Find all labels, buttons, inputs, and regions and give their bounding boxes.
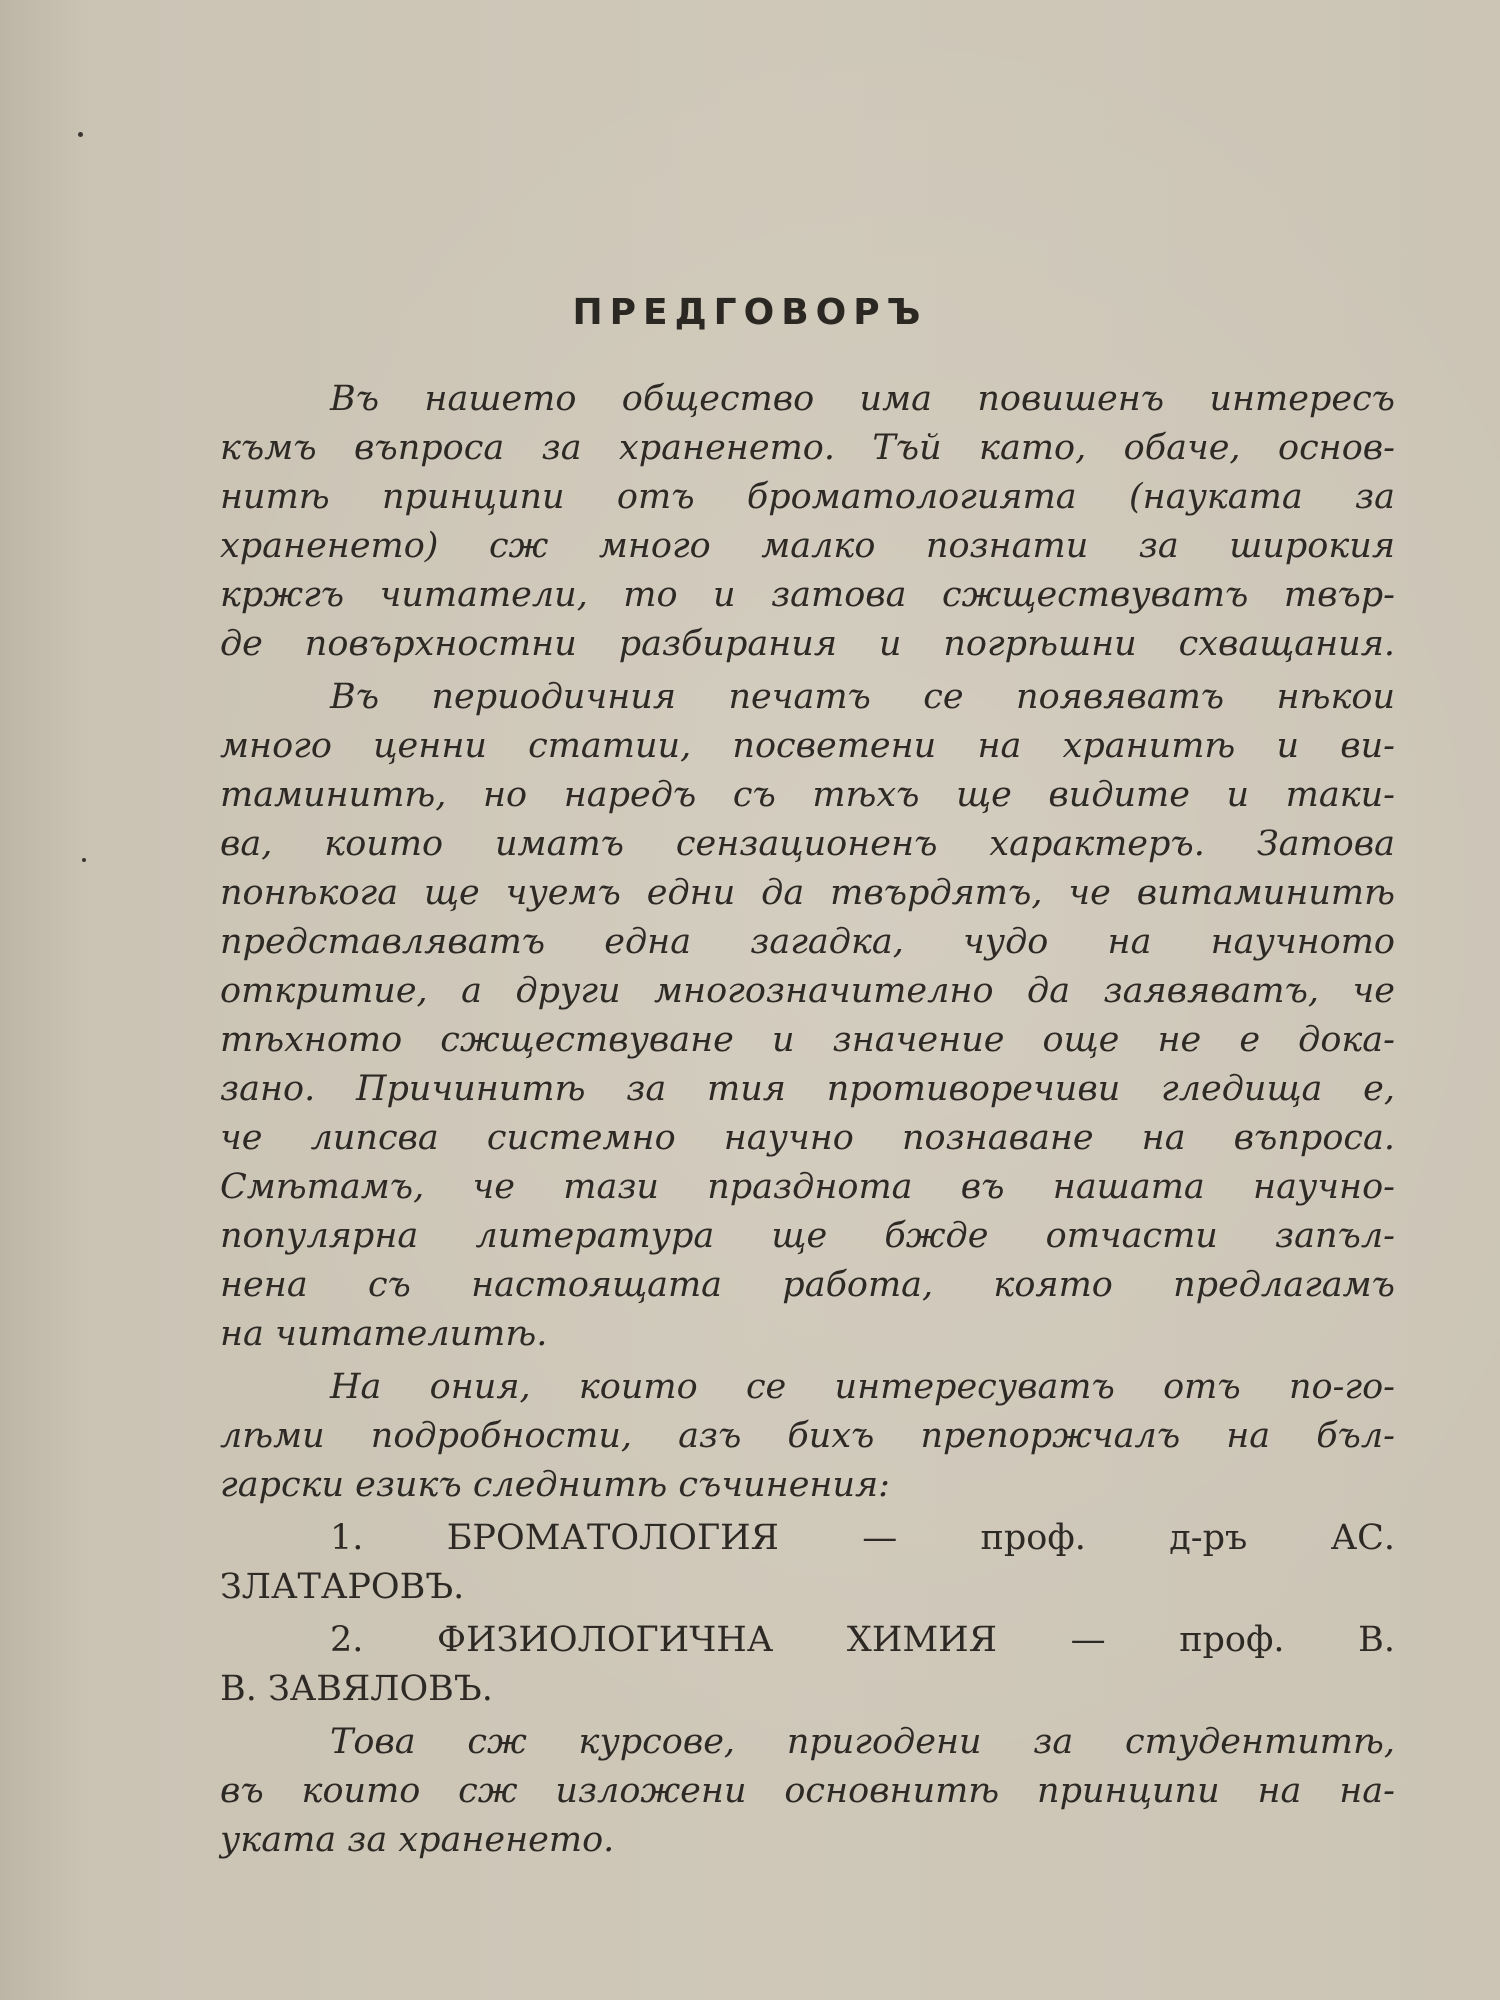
text-line: На ония, които се интересуватъ отъ по-го- xyxy=(330,1367,1395,1407)
ink-speck xyxy=(82,858,86,862)
text-line: на читателитѣ. xyxy=(220,1314,548,1354)
text-line: кржгъ читатели, то и затова сжществуватъ твър- xyxy=(220,575,1395,615)
text-line: нена съ настоящата работа, която предлагамъ xyxy=(220,1265,1395,1305)
reference-item xyxy=(220,1616,1395,1714)
page-title: ПРЕДГОВОРЪ xyxy=(572,292,928,333)
text-line: В. ЗАВЯЛОВЪ. xyxy=(220,1669,493,1709)
text-line: Въ периодичния печатъ се появяватъ нѣкои xyxy=(330,677,1395,717)
text-line: храненето) сж много малко познати за широкия xyxy=(220,526,1395,566)
text-line: нитѣ принципи отъ броматологията (науката за xyxy=(220,477,1395,517)
text-line: Въ нашето общество има повишенъ интересъ xyxy=(330,379,1395,419)
text-line: ЗЛАТАРОВЪ. xyxy=(220,1567,465,1607)
text-line: понѣкога ще чуемъ едни да твърдятъ, че витаминитѣ xyxy=(220,873,1395,913)
paragraph xyxy=(220,1363,1395,1510)
text-line: тѣхното сжществуване и значение още не е дока- xyxy=(220,1020,1395,1060)
text-line: уката за храненето. xyxy=(220,1820,615,1860)
text-line: въ които сж изложени основнитѣ принципи на на- xyxy=(220,1771,1395,1811)
text-line: лѣми подробности, азъ бихъ препоржчалъ на бъл- xyxy=(220,1416,1395,1456)
text-line: откритие, а други многозначително да заявяватъ, че xyxy=(220,971,1395,1011)
text-line: ва, които иматъ сензационенъ характеръ. Затова xyxy=(220,824,1395,864)
text-line: 1. БРОМАТОЛОГИЯ — проф. д-ръ АС. xyxy=(330,1518,1395,1558)
preface-body xyxy=(220,375,1395,1865)
text-line: Това сж курсове, пригодени за студентитѣ, xyxy=(330,1722,1395,1762)
reference-item xyxy=(220,1514,1395,1612)
text-line: таминитѣ, но наредъ съ тѣхъ ще видите и таки- xyxy=(220,775,1395,815)
text-line: популярна литература ще бжде отчасти запъл- xyxy=(220,1216,1395,1256)
text-line: много ценни статии, посветени на хранитѣ и ви- xyxy=(220,726,1395,766)
paragraph xyxy=(220,1718,1395,1865)
text-line: де повърхностни разбирания и погрѣшни схващания. xyxy=(220,624,1395,664)
text-line: 2. ФИЗИОЛОГИЧНА ХИМИЯ — проф. В. xyxy=(330,1620,1395,1660)
paragraph xyxy=(220,673,1395,1359)
text-line: къмъ въпроса за храненето. Тъй като, обаче, основ- xyxy=(220,428,1395,468)
text-line: че липсва системно научно познаване на въпроса. xyxy=(220,1118,1395,1158)
paragraph xyxy=(220,375,1395,669)
text-line: Смѣтамъ, че тази празднота въ нашата научно- xyxy=(220,1167,1395,1207)
text-line: представляватъ една загадка, чудо на научното xyxy=(220,922,1395,962)
ink-speck xyxy=(78,132,83,137)
text-line: зано. Причинитѣ за тия противоречиви гледища е, xyxy=(220,1069,1395,1109)
text-line: гарски езикъ следнитѣ съчинения: xyxy=(220,1465,890,1505)
